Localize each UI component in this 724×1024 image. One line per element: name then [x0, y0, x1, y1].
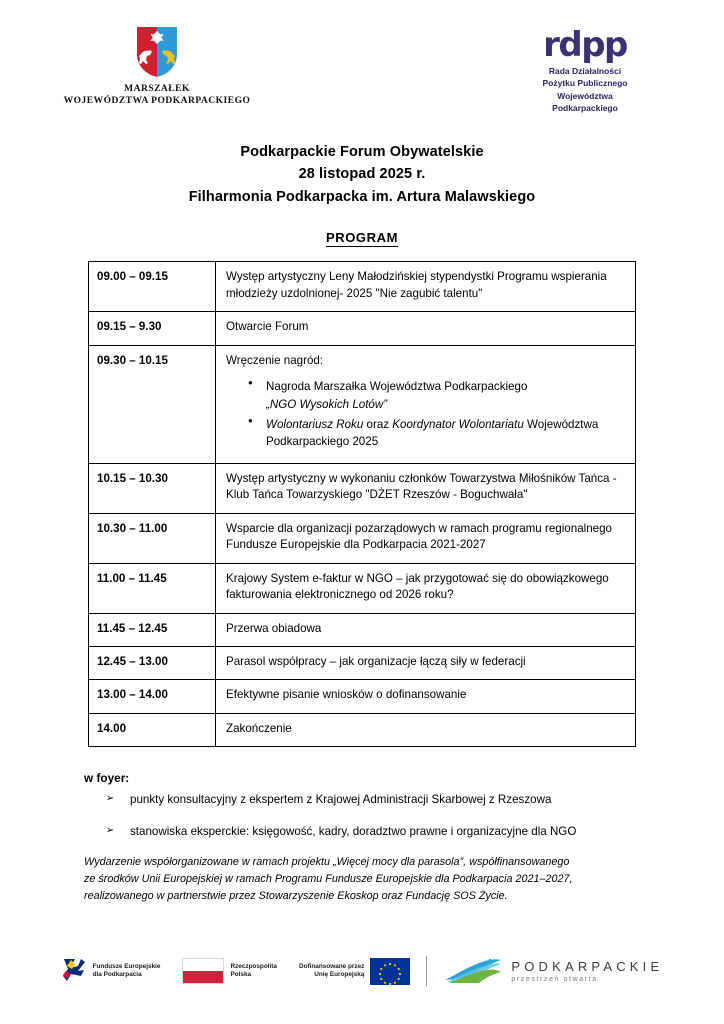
list-item: ➢ stanowiska eksperckie: księgowość, kadry, doradztwo prawne i organizacyjne dla NGO: [106, 823, 644, 840]
row-description: [216, 345, 636, 463]
award-title-italic-1: Wolontariusz Roku: [266, 418, 364, 431]
table-row: [89, 312, 636, 345]
footnote-line-2: ze środków Unii Europejskiej w ramach Programu Fundusze Europejskie dla Podkarpacia 2021–2027,: [84, 872, 573, 885]
marszalek-caption: [52, 84, 262, 108]
rzeczpospolita-caption: [230, 963, 277, 980]
row-description: Przerwa obiadowa: [216, 613, 636, 646]
award-title-italic: „NGO Wysokich Lotów”: [266, 397, 388, 411]
unia-caption: [299, 963, 364, 980]
list-item: [248, 378, 627, 413]
podkarpackie-wordmark: PODKARPACKIE: [511, 958, 664, 974]
unia-europejska-logo: [299, 958, 410, 985]
program-heading: [0, 230, 724, 245]
row-time: 14.00: [89, 713, 216, 746]
rdpp-line1: Rada Działalności: [548, 66, 622, 76]
row-description: Wsparcie dla organizacji pozarządowych w ramach programu regionalnego Fundusze Europejskie dla Podkarpacia 2021-2027: [216, 513, 636, 563]
row-time: 11.45 – 12.45: [89, 613, 216, 646]
podkarpackie-swoosh-icon: [443, 956, 503, 986]
rdpp-wordmark: rdpp: [543, 25, 627, 65]
table-row: [89, 680, 636, 713]
award-tail: Województwa Podkarpackiego 2025: [266, 418, 599, 449]
row-description: Otwarcie Forum: [216, 312, 636, 345]
table-row: [89, 345, 636, 463]
title-line-3: Filharmonia Podkarpacka im. Artura Malawskiego: [188, 188, 536, 205]
table-row: [89, 646, 636, 679]
row-time: 09.30 – 10.15: [89, 345, 216, 463]
row-description-lead: Wręczenie nagród:: [226, 353, 324, 367]
table-row: [89, 513, 636, 563]
poland-flag-icon: [182, 958, 224, 984]
program-heading-text: PROGRAM: [325, 230, 399, 246]
podkarpackie-coat-of-arms-icon: [134, 24, 180, 80]
row-time: 09.00 – 09.15: [89, 262, 216, 312]
table-row: [89, 713, 636, 746]
fundusze-caption: [93, 963, 161, 980]
row-time: 10.15 – 10.30: [89, 463, 216, 513]
footnote-line-1: Wydarzenie współorganizowane w ramach projektu „Więcej mocy dla parasola”, współfinansowanego: [84, 856, 570, 869]
unia-line2: Unię Europejską: [314, 971, 365, 978]
program-table: [88, 261, 636, 747]
row-description: Zakończenie: [216, 713, 636, 746]
document-header: [0, 0, 724, 125]
title-line-1: Podkarpackie Forum Obywatelskie: [240, 144, 484, 160]
rzeczpospolita-polska-logo: [182, 958, 277, 984]
funding-footnote: [80, 854, 644, 904]
footer-logo-strip: [0, 956, 724, 986]
rdpp-logo-block: [510, 25, 660, 114]
row-time: 13.00 – 14.00: [89, 680, 216, 713]
fundusze-europejskie-logo: [61, 957, 161, 985]
list-item: [248, 416, 627, 451]
award-title-italic-2: Koordynator Wolontariatu: [392, 418, 524, 431]
row-time: 12.45 – 13.00: [89, 646, 216, 679]
fundusze-europejskie-star-icon: [61, 957, 87, 985]
marszalek-caption-line1: MARSZAŁEK: [124, 84, 190, 94]
rdpp-line2: Pożytku Publicznego: [542, 78, 628, 89]
row-time: 11.00 – 11.45: [89, 563, 216, 613]
row-description: Występ artystyczny w wykonaniu członków Towarzystwa Miłośników Tańca - Klub Tańca Towarzyskiego "DŻET Rzeszów - Boguchwała": [216, 463, 636, 513]
row-description: Parasol współpracy – jak organizacje łączą siły w federacji: [216, 646, 636, 679]
row-description: Występ artystyczny Leny Małodzińskiej stypendystki Programu wspierania młodzieży uzdolnionej- 2025 "Nie zagubić talentu": [216, 262, 636, 312]
title-line-2: 28 listopad 2025 r.: [298, 166, 426, 183]
row-time: 09.15 – 9.30: [89, 312, 216, 345]
table-row: [89, 262, 636, 312]
rdpp-line4: Podkarpackiego: [552, 102, 618, 113]
podkarpackie-wordmark-block: [511, 960, 663, 983]
rdpp-subtitle: [510, 65, 660, 114]
row-description: Krajowy System e-faktur w NGO – jak przygotować się do obowiązkowego fakturowania elektronicznego od 2026 roku?: [216, 563, 636, 613]
marszalek-logo-block: [52, 24, 262, 108]
flag-red-band: [183, 971, 223, 983]
podkarpackie-brand-logo: [443, 956, 663, 986]
foyer-list: [84, 791, 644, 840]
marszalek-caption-line2: WOJEWÓDZTWA PODKARPACKIEGO: [63, 95, 251, 106]
rzeczpospolita-line1: Rzeczpospolita: [230, 962, 277, 970]
award-name: Nagroda Marszałka Województwa Podkarpackiego: [266, 380, 528, 394]
rdpp-line3: Województwa: [557, 90, 613, 101]
podkarpackie-tagline: przestrzeń otwarta: [511, 975, 598, 983]
list-item: ➢ punkty konsultacyjny z ekspertem z Krajowej Administracji Skarbowej z Rzeszowa: [106, 791, 644, 808]
eu-flag-icon: [370, 958, 410, 985]
award-conjunction: oraz: [363, 418, 393, 431]
footnote-line-3: realizowanego w partnerstwie przez Stowarzyszenie Ekoskop oraz Fundację SOS Życie.: [84, 889, 508, 902]
row-description: Efektywne pisanie wniosków o dofinansowanie: [216, 680, 636, 713]
logo-divider: [426, 956, 427, 986]
table-row: [89, 613, 636, 646]
fundusze-line1: Fundusze Europejskie: [92, 962, 161, 970]
foyer-title: w foyer:: [84, 771, 130, 786]
foyer-section: [80, 771, 644, 840]
awards-list: [226, 378, 627, 451]
unia-line1: Dofinansowane przez: [298, 962, 365, 970]
table-row: [89, 463, 636, 513]
table-row: [89, 563, 636, 613]
flag-white-band: [183, 959, 223, 971]
rzeczpospolita-line2: Polska: [230, 971, 252, 978]
page-title: [0, 141, 724, 208]
row-time: 10.30 – 11.00: [89, 513, 216, 563]
fundusze-line2: dla Podkarpacia: [92, 971, 142, 978]
